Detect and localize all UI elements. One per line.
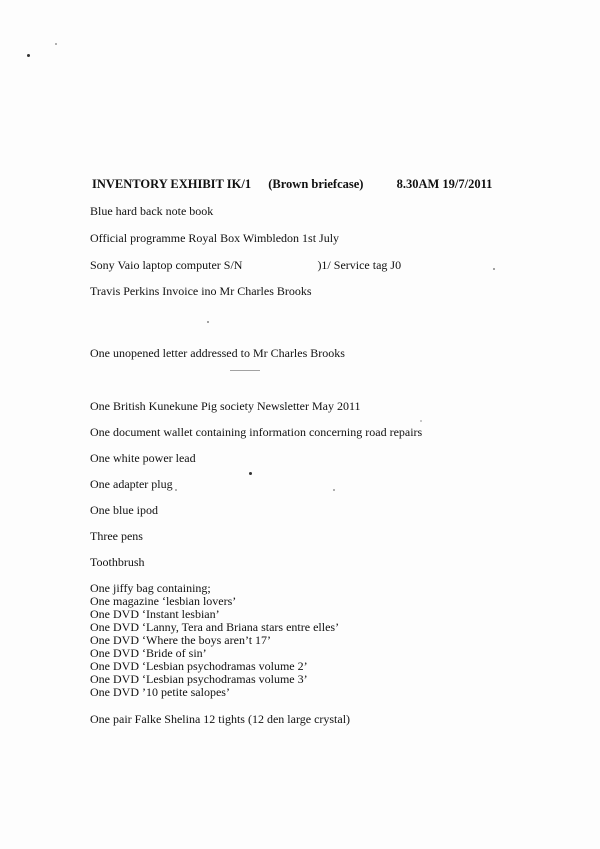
item-pens: Three pens	[90, 529, 143, 543]
item-jiffy-bag: One jiffy bag containing;	[90, 581, 211, 595]
scan-speck	[420, 420, 422, 422]
item-newsletter: One British Kunekune Pig society Newsletter May 2011	[90, 399, 361, 413]
scan-speck	[207, 321, 209, 323]
item-laptop	[90, 258, 401, 273]
scan-speck	[230, 370, 260, 371]
item-dvd: One DVD ‘Where the boys aren’t 17’	[90, 633, 272, 647]
scan-speck	[493, 268, 495, 270]
laptop-serial-label: Sony Vaio laptop computer S/N	[90, 258, 243, 272]
item-magazine: One magazine ‘lesbian lovers’	[90, 594, 237, 608]
timestamp: 8.30AM 19/7/2011	[396, 177, 493, 191]
scan-speck	[333, 489, 335, 491]
item-tights: One pair Falke Shelina 12 tights (12 den large crystal)	[90, 712, 351, 726]
scan-speck	[27, 54, 30, 57]
item-letter: One unopened letter addressed to Mr Charles Brooks	[90, 346, 345, 360]
inventory-heading	[92, 177, 492, 192]
item-dvd: One DVD ‘Instant lesbian’	[90, 607, 220, 621]
scan-speck	[175, 489, 177, 491]
item-dvd: One DVD ‘Lesbian psychodramas volume 2’	[90, 659, 308, 673]
item-power-lead: One white power lead	[90, 451, 196, 465]
item-toothbrush: Toothbrush	[90, 555, 145, 569]
item-invoice: Travis Perkins Invoice ino Mr Charles Brooks	[90, 284, 312, 298]
exhibit-reference: INVENTORY EXHIBIT IK/1	[92, 177, 252, 191]
laptop-service-tag: )1/ Service tag J0	[317, 258, 402, 272]
scan-speck	[55, 43, 57, 45]
container-description: (Brown briefcase)	[268, 177, 364, 191]
item-document-wallet: One document wallet containing information concerning road repairs	[90, 425, 423, 439]
item-dvd: One DVD ‘Lesbian psychodramas volume 3’	[90, 672, 308, 686]
item-notebook: Blue hard back note book	[90, 204, 214, 218]
item-adapter-plug: One adapter plug	[90, 477, 173, 491]
item-dvd: One DVD ‘Bride of sin’	[90, 646, 207, 660]
item-programme: Official programme Royal Box Wimbledon 1st July	[90, 231, 340, 245]
item-ipod: One blue ipod	[90, 503, 158, 517]
item-dvd: One DVD ’10 petite salopes’	[90, 685, 230, 699]
item-dvd: One DVD ‘Lanny, Tera and Briana stars entre elles’	[90, 620, 340, 634]
scan-speck	[249, 472, 252, 475]
